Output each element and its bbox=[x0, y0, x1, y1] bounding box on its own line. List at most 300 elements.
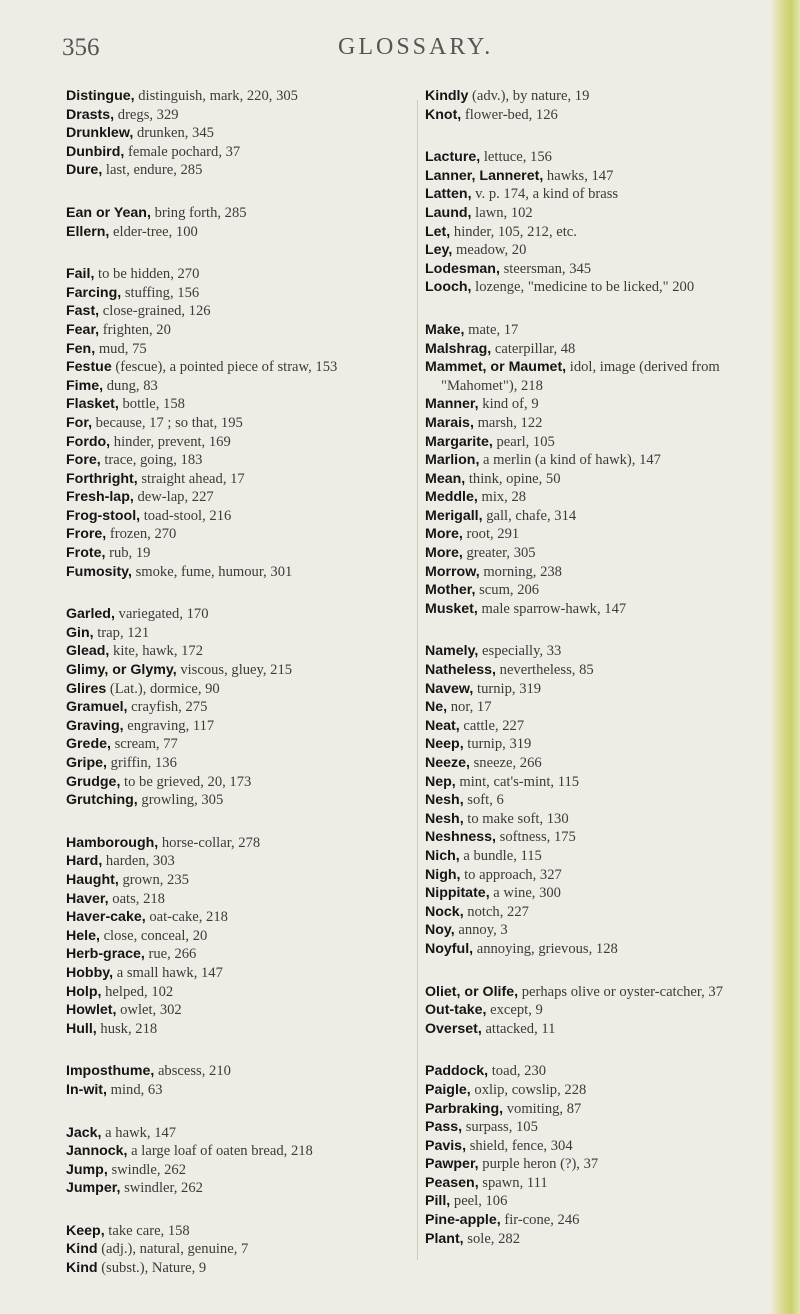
glossary-entry bbox=[66, 544, 412, 563]
definition: soft, 6 bbox=[467, 792, 504, 809]
headword: Pine-apple, bbox=[425, 1212, 501, 1229]
definition: frozen, 270 bbox=[109, 526, 177, 543]
definition: trace, going, 183 bbox=[104, 452, 203, 469]
definition: engraving, 117 bbox=[127, 717, 215, 734]
headword: Mother, bbox=[425, 582, 476, 599]
headword: Grutching, bbox=[66, 792, 138, 809]
definition: purple heron (?), 37 bbox=[482, 1156, 599, 1173]
entry-group bbox=[66, 1062, 412, 1099]
headword: Haught, bbox=[66, 871, 119, 888]
definition: softness, 175 bbox=[499, 829, 576, 846]
headword: Grede, bbox=[66, 736, 111, 753]
glossary-entry bbox=[66, 414, 412, 433]
headword: Paigle, bbox=[425, 1081, 471, 1098]
headword: Fresh-lap, bbox=[66, 489, 134, 506]
glossary-entry bbox=[425, 791, 767, 810]
headword: Jump, bbox=[66, 1161, 108, 1178]
definition: to be grieved, 20, 173 bbox=[124, 773, 252, 790]
headword: Merigall, bbox=[425, 507, 483, 524]
definition: scream, 77 bbox=[114, 736, 178, 753]
definition: mix, 28 bbox=[481, 489, 527, 506]
headword: Keep, bbox=[66, 1222, 105, 1239]
definition: annoy, 3 bbox=[458, 922, 508, 939]
glossary-entry bbox=[66, 717, 412, 736]
headword: Grudge, bbox=[66, 773, 121, 790]
headword: Dure, bbox=[66, 162, 103, 179]
headword: Pass, bbox=[425, 1119, 463, 1136]
headword: Latten, bbox=[425, 186, 472, 203]
headword: Paddock, bbox=[425, 1063, 489, 1080]
definition: (Lat.), dormice, 90 bbox=[109, 680, 220, 697]
headword: Let, bbox=[425, 223, 451, 240]
glossary-entry bbox=[425, 754, 767, 773]
glossary-entry bbox=[425, 1020, 767, 1039]
glossary-entry bbox=[425, 1192, 767, 1211]
glossary-entry bbox=[425, 735, 767, 754]
glossary-entry bbox=[425, 642, 767, 661]
page-edge bbox=[770, 0, 800, 1314]
definition: mate, 17 bbox=[468, 321, 519, 338]
glossary-entry bbox=[66, 908, 412, 927]
glossary-entry bbox=[425, 414, 767, 433]
definition: root, 291 bbox=[466, 526, 520, 543]
headword: Malshrag, bbox=[425, 340, 492, 357]
glossary-entry bbox=[66, 698, 412, 717]
definition: oat-cake, 218 bbox=[149, 909, 228, 926]
glossary-entry bbox=[66, 1081, 412, 1100]
definition: mud, 75 bbox=[98, 340, 147, 357]
headword: Laund, bbox=[425, 204, 472, 221]
glossary-entry bbox=[66, 302, 412, 321]
glossary-entry bbox=[66, 395, 412, 414]
definition: toad, 230 bbox=[491, 1063, 547, 1080]
definition: a small hawk, 147 bbox=[116, 964, 223, 981]
glossary-entry bbox=[425, 983, 767, 1002]
definition: female pochard, 37 bbox=[127, 143, 241, 160]
definition: caterpillar, 48 bbox=[494, 340, 576, 357]
definition: turnip, 319 bbox=[467, 736, 532, 753]
entry-group bbox=[66, 834, 412, 1039]
entry-group bbox=[66, 265, 412, 581]
definition: annoying, grievous, 128 bbox=[476, 940, 618, 957]
definition: perhaps olive or oyster-catcher, 37 bbox=[521, 983, 724, 1000]
glossary-entry bbox=[425, 698, 767, 717]
headword: In-wit, bbox=[66, 1081, 107, 1098]
glossary-entry bbox=[66, 624, 412, 643]
definition: rub, 19 bbox=[109, 545, 151, 562]
glossary-entry bbox=[66, 661, 412, 680]
glossary-entry bbox=[425, 433, 767, 452]
definition: grown, 235 bbox=[122, 871, 189, 888]
glossary-entry bbox=[66, 754, 412, 773]
headword: Farcing, bbox=[66, 284, 122, 301]
definition: mind, 63 bbox=[110, 1081, 163, 1098]
headword: Overset, bbox=[425, 1020, 482, 1037]
glossary-entry bbox=[425, 1001, 767, 1020]
definition: flower-bed, 126 bbox=[464, 106, 558, 123]
headword: Neep, bbox=[425, 736, 464, 753]
headword: Jannock, bbox=[66, 1143, 128, 1160]
glossary-entry bbox=[66, 563, 412, 582]
definition: dregs, 329 bbox=[117, 106, 179, 123]
headword: Lodesman, bbox=[425, 260, 500, 277]
definition: (fescue), a pointed piece of straw, 153 bbox=[115, 359, 338, 376]
glossary-entry bbox=[66, 451, 412, 470]
glossary-entry bbox=[66, 791, 412, 810]
glossary-entry bbox=[66, 890, 412, 909]
definition: fir-cone, 246 bbox=[504, 1212, 580, 1229]
headword: Frote, bbox=[66, 545, 106, 562]
definition: a wine, 300 bbox=[493, 885, 561, 902]
entry-group bbox=[425, 148, 767, 297]
glossary-entry bbox=[66, 680, 412, 699]
glossary-entry bbox=[66, 1240, 412, 1259]
definition: vomiting, 87 bbox=[506, 1100, 582, 1117]
headword: Fime, bbox=[66, 377, 104, 394]
entry-group bbox=[66, 204, 412, 241]
glossary-entry bbox=[66, 1020, 412, 1039]
headword: Drunklew, bbox=[66, 125, 134, 142]
glossary-entry bbox=[425, 717, 767, 736]
definition: straight ahead, 17 bbox=[141, 470, 245, 487]
headword: Frog-stool, bbox=[66, 507, 141, 524]
glossary-entry bbox=[66, 204, 412, 223]
glossary-entry bbox=[66, 1142, 412, 1161]
glossary-entry bbox=[66, 340, 412, 359]
headword: For, bbox=[66, 414, 93, 431]
headword: Festue bbox=[66, 359, 112, 376]
definition: because, 17 ; so that, 195 bbox=[95, 414, 243, 431]
definition: dew-lap, 227 bbox=[137, 489, 214, 506]
glossary-entry bbox=[66, 773, 412, 792]
definition: (subst.), Nature, 9 bbox=[101, 1260, 207, 1277]
glossary-entry bbox=[66, 321, 412, 340]
glossary-entry bbox=[425, 525, 767, 544]
definition: to approach, 327 bbox=[464, 866, 562, 883]
headword: Kind bbox=[66, 1260, 98, 1277]
definition: hinder, 105, 212, etc. bbox=[453, 223, 577, 240]
page-number: 356 bbox=[62, 34, 100, 61]
glossary-entry bbox=[425, 1081, 767, 1100]
headword: Fast, bbox=[66, 303, 100, 320]
headword: Morrow, bbox=[425, 563, 480, 580]
glossary-entry bbox=[425, 1137, 767, 1156]
glossary-entry bbox=[66, 87, 412, 106]
definition: steersman, 345 bbox=[503, 260, 592, 277]
headword: Nigh, bbox=[425, 866, 461, 883]
column-divider bbox=[417, 100, 418, 1260]
glossary-entry bbox=[66, 964, 412, 983]
glossary-entry bbox=[66, 161, 412, 180]
definition: pearl, 105 bbox=[496, 433, 555, 450]
headword: Jumper, bbox=[66, 1180, 121, 1197]
glossary-entry bbox=[66, 106, 412, 125]
glossary-entry bbox=[66, 642, 412, 661]
glossary-entry bbox=[425, 106, 767, 125]
glossary-entry bbox=[425, 1211, 767, 1230]
definition: swindler, 262 bbox=[124, 1180, 203, 1197]
glossary-entry bbox=[66, 927, 412, 946]
glossary-entry bbox=[66, 852, 412, 871]
headword: Fumosity, bbox=[66, 563, 132, 580]
entry-group bbox=[66, 1124, 412, 1198]
headword: Hull, bbox=[66, 1020, 97, 1037]
definition: lozenge, "medicine to be licked," 200 bbox=[475, 279, 695, 296]
definition: a large loaf of oaten bread, 218 bbox=[131, 1143, 313, 1160]
entry-group bbox=[66, 87, 412, 180]
definition: griffin, 136 bbox=[110, 755, 177, 771]
definition: spawn, 111 bbox=[482, 1174, 548, 1191]
headword: Manner, bbox=[425, 396, 479, 413]
headword: Nock, bbox=[425, 903, 464, 920]
definition: peel, 106 bbox=[453, 1193, 508, 1210]
headword: Distingue, bbox=[66, 88, 135, 104]
definition: toad-stool, 216 bbox=[143, 507, 232, 524]
headword: Margarite, bbox=[425, 433, 493, 450]
glossary-entry bbox=[66, 223, 412, 242]
headword: More, bbox=[425, 526, 463, 543]
definition: helped, 102 bbox=[105, 983, 174, 1000]
headword: Lanner, Lanneret, bbox=[425, 167, 544, 184]
definition: sole, 282 bbox=[467, 1230, 520, 1247]
glossary-entry bbox=[66, 265, 412, 284]
definition: crayfish, 275 bbox=[131, 699, 208, 716]
definition: harden, 303 bbox=[105, 853, 175, 870]
definition: last, endure, 285 bbox=[105, 162, 203, 179]
headword: Glead, bbox=[66, 643, 110, 660]
definition: take care, 158 bbox=[108, 1222, 190, 1239]
definition: sneeze, 266 bbox=[473, 755, 542, 771]
headword: More, bbox=[425, 545, 463, 562]
glossary-entry bbox=[425, 847, 767, 866]
headword: Drasts, bbox=[66, 106, 115, 123]
entry-group bbox=[425, 642, 767, 958]
headword: Howlet, bbox=[66, 1002, 117, 1019]
glossary-entry bbox=[425, 321, 767, 340]
definition: bring forth, 285 bbox=[154, 204, 247, 221]
headword: Nippitate, bbox=[425, 885, 490, 902]
glossary-entry bbox=[425, 340, 767, 359]
glossary-entry bbox=[425, 563, 767, 582]
glossary-entry bbox=[66, 507, 412, 526]
definition: kite, hawk, 172 bbox=[113, 643, 204, 660]
definition: a bundle, 115 bbox=[463, 847, 542, 864]
headword: Herb-grace, bbox=[66, 946, 145, 963]
definition: morning, 238 bbox=[483, 563, 562, 580]
headword: Fen, bbox=[66, 340, 96, 357]
entry-group bbox=[66, 1222, 412, 1278]
headword: Ley, bbox=[425, 242, 453, 259]
glossary-entry bbox=[425, 773, 767, 792]
headword: Haver-cake, bbox=[66, 909, 146, 926]
glossary-entry bbox=[66, 735, 412, 754]
headword: Mammet, or Maumet, bbox=[425, 359, 567, 376]
headword: Nep, bbox=[425, 773, 456, 790]
headword: Garled, bbox=[66, 606, 115, 623]
headword: Neat, bbox=[425, 717, 460, 734]
headword: Flasket, bbox=[66, 396, 119, 413]
definition: hinder, prevent, 169 bbox=[113, 433, 231, 450]
glossary-entry bbox=[425, 185, 767, 204]
headword: Noy, bbox=[425, 922, 455, 939]
definition: abscess, 210 bbox=[157, 1063, 231, 1080]
definition: owlet, 302 bbox=[120, 1002, 182, 1019]
glossary-entry bbox=[66, 1222, 412, 1241]
definition: dung, 83 bbox=[106, 377, 158, 394]
glossary-entry bbox=[66, 1259, 412, 1278]
definition: bottle, 158 bbox=[122, 396, 185, 413]
definition: especially, 33 bbox=[482, 643, 562, 660]
headword: Neeze, bbox=[425, 755, 470, 771]
definition: a hawk, 147 bbox=[105, 1124, 177, 1141]
definition: think, opine, 50 bbox=[468, 470, 561, 487]
headword: Haver, bbox=[66, 890, 109, 907]
glossary-entry bbox=[425, 167, 767, 186]
definition: marsh, 122 bbox=[477, 414, 543, 431]
glossary-entry bbox=[425, 470, 767, 489]
definition: husk, 218 bbox=[100, 1020, 158, 1037]
headword: Jack, bbox=[66, 1124, 102, 1141]
glossary-entry bbox=[66, 433, 412, 452]
definition: hawks, 147 bbox=[546, 167, 614, 184]
headword: Fear, bbox=[66, 321, 100, 338]
definition: oats, 218 bbox=[112, 890, 165, 907]
headword: Fordo, bbox=[66, 433, 111, 450]
definition: shield, fence, 304 bbox=[469, 1137, 573, 1154]
glossary-entry bbox=[425, 544, 767, 563]
definition: scum, 206 bbox=[479, 582, 540, 599]
definition: elder-tree, 100 bbox=[113, 223, 198, 240]
definition: drunken, 345 bbox=[136, 125, 214, 142]
entry-group bbox=[425, 87, 767, 124]
headword: Meddle, bbox=[425, 489, 478, 506]
glossary-entry bbox=[66, 1062, 412, 1081]
glossary-entry bbox=[425, 358, 767, 395]
definition: nor, 17 bbox=[450, 699, 492, 716]
definition: swindle, 262 bbox=[111, 1161, 187, 1178]
definition: greater, 305 bbox=[466, 545, 536, 562]
definition: stuffing, 156 bbox=[124, 284, 200, 301]
headword: Hele, bbox=[66, 927, 100, 944]
glossary-entry bbox=[425, 507, 767, 526]
glossary-entry bbox=[66, 284, 412, 303]
headword: Pawper, bbox=[425, 1156, 479, 1173]
headword: Natheless, bbox=[425, 662, 496, 679]
glossary-entry bbox=[66, 834, 412, 853]
definition: viscous, gluey, 215 bbox=[180, 662, 293, 679]
headword: Ellern, bbox=[66, 223, 110, 240]
definition: frighten, 20 bbox=[102, 321, 171, 338]
headword: Hard, bbox=[66, 853, 103, 870]
glossary-entry bbox=[425, 866, 767, 885]
glossary-entry bbox=[66, 871, 412, 890]
glossary-entry bbox=[425, 581, 767, 600]
glossary-entry bbox=[66, 1001, 412, 1020]
glossary-entry bbox=[66, 377, 412, 396]
definition: a merlin (a kind of hawk), 147 bbox=[483, 452, 661, 469]
glossary-entry bbox=[425, 680, 767, 699]
glossary-entry bbox=[66, 525, 412, 544]
glossary-entry bbox=[425, 148, 767, 167]
definition: growling, 305 bbox=[141, 792, 224, 809]
headword: Pavis, bbox=[425, 1137, 467, 1154]
definition: idol, image (derived from "Mahomet"), 218 bbox=[441, 359, 720, 394]
headword: Lacture, bbox=[425, 149, 481, 166]
definition: close-grained, 126 bbox=[102, 303, 211, 320]
headword: Gramuel, bbox=[66, 699, 128, 716]
definition: lettuce, 156 bbox=[483, 149, 552, 166]
definition: notch, 227 bbox=[467, 903, 529, 920]
glossary-entry bbox=[66, 488, 412, 507]
headword: Nesh, bbox=[425, 810, 464, 827]
glossary-entry bbox=[425, 828, 767, 847]
definition: except, 9 bbox=[490, 1002, 543, 1019]
glossary-entry bbox=[425, 395, 767, 414]
definition: lawn, 102 bbox=[475, 204, 533, 221]
headword: Nich, bbox=[425, 847, 460, 864]
definition: attacked, 11 bbox=[485, 1020, 556, 1037]
headword: Holp, bbox=[66, 983, 102, 1000]
headword: Ean or Yean, bbox=[66, 204, 151, 221]
glossary-entry bbox=[425, 1118, 767, 1137]
glossary-entry bbox=[425, 278, 767, 297]
definition: turnip, 319 bbox=[477, 680, 542, 697]
definition: distinguish, mark, 220, 305 bbox=[138, 88, 298, 104]
definition: variegated, 170 bbox=[118, 606, 209, 623]
page-title: GLOSSARY. bbox=[338, 34, 494, 60]
definition: nevertheless, 85 bbox=[499, 662, 594, 679]
definition: cattle, 227 bbox=[463, 717, 525, 734]
glossary-entry bbox=[425, 260, 767, 279]
headword: Hobby, bbox=[66, 964, 114, 981]
headword: Gripe, bbox=[66, 755, 107, 771]
headword: Out-take, bbox=[425, 1002, 487, 1019]
definition: surpass, 105 bbox=[465, 1119, 538, 1136]
definition: (adv.), by nature, 19 bbox=[472, 88, 590, 104]
headword: Plant, bbox=[425, 1230, 464, 1247]
glossary-entry bbox=[425, 884, 767, 903]
glossary-entry bbox=[425, 1062, 767, 1081]
definition: rue, 266 bbox=[148, 946, 197, 963]
headword: Parbraking, bbox=[425, 1100, 504, 1117]
glossary-entry bbox=[66, 605, 412, 624]
headword: Forthright, bbox=[66, 470, 138, 487]
headword: Imposthume, bbox=[66, 1063, 155, 1080]
glossary-entry bbox=[425, 661, 767, 680]
headword: Nesh, bbox=[425, 792, 464, 809]
entry-group bbox=[425, 983, 767, 1039]
definition: trap, 121 bbox=[97, 624, 150, 641]
definition: close, conceal, 20 bbox=[103, 927, 208, 944]
left-column bbox=[66, 87, 412, 1302]
headword: Mean, bbox=[425, 470, 466, 487]
headword: Navew, bbox=[425, 680, 474, 697]
glossary-entry bbox=[425, 1230, 767, 1249]
glossary-entry bbox=[66, 124, 412, 143]
glossary-entry bbox=[66, 983, 412, 1002]
entry-group bbox=[66, 605, 412, 810]
headword: Glimy, or Glymy, bbox=[66, 662, 177, 679]
headword: Looch, bbox=[425, 279, 472, 296]
definition: gall, chafe, 314 bbox=[486, 507, 577, 524]
glossary-entry bbox=[425, 1155, 767, 1174]
headword: Ne, bbox=[425, 699, 448, 716]
definition: horse-collar, 278 bbox=[161, 834, 261, 851]
glossary-entry bbox=[66, 358, 412, 377]
headword: Marais, bbox=[425, 414, 474, 431]
headword: Knot, bbox=[425, 106, 462, 123]
headword: Hamborough, bbox=[66, 834, 159, 851]
